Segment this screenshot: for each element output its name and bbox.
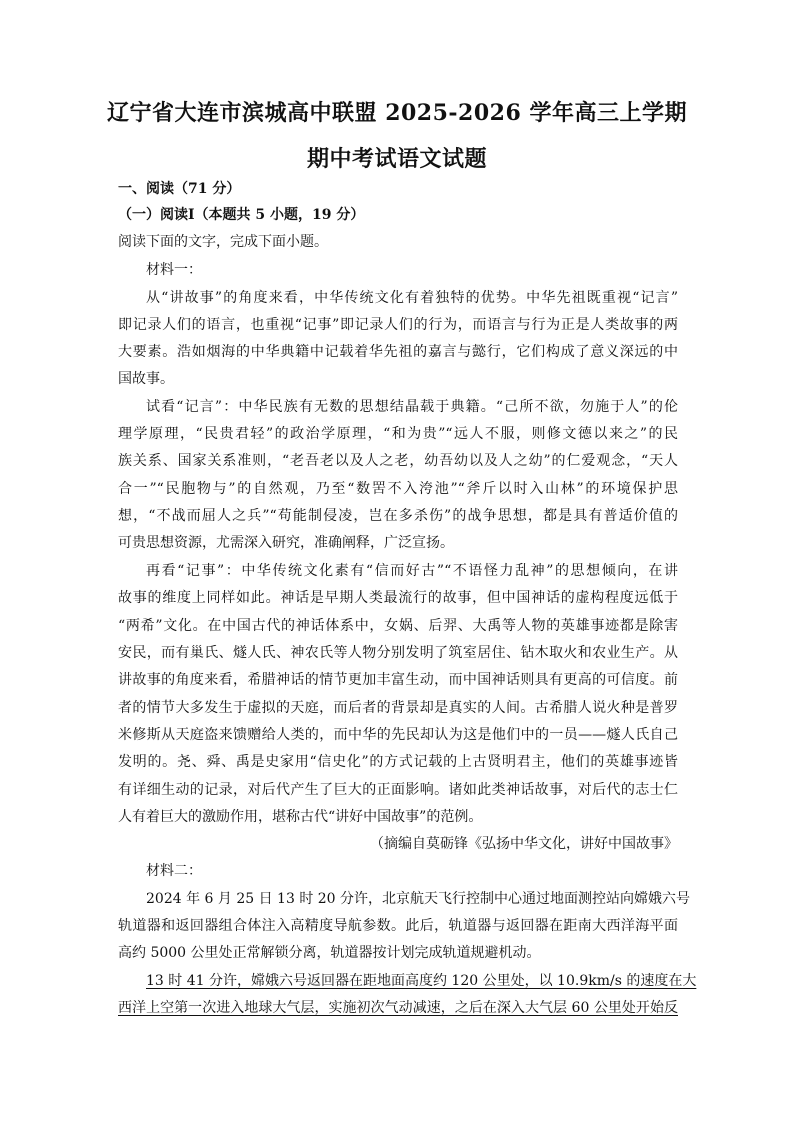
paragraph-2-line: 理学原理，“民贵君轻”的政治学原理，“和为贵”“远人不服，则修文德以来之”的民 — [118, 426, 678, 442]
paragraph-5-line: 西洋上空第一次进入地球大气层，实施初次气动减速，之后在深入大气层 60 公里处开始反 — [118, 1000, 678, 1016]
paragraph-3-line: 米修斯从天庭盗来馈赠给人类的，而中华的先民却认为这是他们中的一员——燧人氏自己 — [118, 727, 678, 743]
paragraph-2-line: 想，“不战而屈人之兵”“苟能制侵凌，岂在多杀伤”的战争思想，都是具有普适价值的 — [118, 508, 678, 524]
paragraph-2-line: 可贵思想资源，尤需深入研究，准确阐释，广泛宣扬。 — [118, 535, 454, 551]
paragraph-1-line: 大要素。浩如烟海的中华典籍中记载着华先祖的嘉言与懿行，它们构成了意义深远的中 — [118, 344, 678, 360]
material-1-label: 材料一： — [146, 262, 202, 278]
doc-title-line1: 辽宁省大连市滨城高中联盟 2025-2026 学年高三上学期 — [107, 100, 687, 126]
source-citation: （摘编自莫砺锋《弘扬中华文化，讲好中国故事》 — [370, 836, 678, 852]
paragraph-3-line: 再看“记事”：中华传统文化素有“信而好古”“不语怪力乱神”的思想倾向，在讲 — [146, 563, 678, 579]
section-heading: 一、阅读（71 分） — [118, 181, 241, 197]
instruction-text: 阅读下面的文字，完成下面小题。 — [118, 234, 328, 250]
paragraph-3-line: 讲故事的角度来看，希腊神话的情节更加丰富生动，而中国神话则具有更高的可信度。前 — [118, 672, 678, 688]
doc-title-line2: 期中考试语文试题 — [306, 146, 487, 172]
paragraph-1-line: 从“讲故事”的角度来看，中华传统文化有着独特的优势。中华先祖既重视“记言” — [146, 290, 678, 306]
paragraph-3-line: 者的情节大多发生于虚拟的天庭，而后者的背景却是真实的人间。古希腊人说火种是普罗 — [118, 700, 678, 716]
paragraph-3-line: 发明的。尧、舜、禹是史家用“信史化”的方式记载的上古贤明君主，他们的英雄事迹皆 — [118, 754, 678, 770]
paragraph-1-line: 国故事。 — [118, 371, 174, 387]
material-2-label: 材料二： — [146, 863, 202, 879]
paragraph-4-line: 2024 年 6 月 25 日 13 时 20 分许，北京航天飞行控制中心通过地面测控站向嫦娥六号 — [146, 891, 691, 907]
paragraph-3-line: “两希”文化。在中国古代的神话体系中，女娲、后羿、大禹等人物的英雄事迹都是除害 — [118, 618, 678, 634]
paragraph-5-line: 13 时 41 分许，嫦娥六号返回器在距地面高度约 120 公里处，以 10.9km/s 的速度在大 — [146, 973, 697, 989]
subsection-heading: （一）阅读Ⅰ（本题共 5 小题，19 分） — [118, 207, 365, 223]
paragraph-3-line: 安民，而有巢氏、燧人氏、神农氏等人物分别发明了筑室居住、钻木取火和农业生产。从 — [118, 645, 678, 661]
paragraph-2-line: 合一”“民胞物与”的自然观，乃至“数罟不入洿池”“斧斤以时入山林”的环境保护思 — [118, 481, 678, 497]
paragraph-3-line: 故事的维度上同样如此。神话是早期人类最流行的故事，但中国神话的虚构程度远低于 — [118, 590, 678, 606]
paragraph-4-line: 高约 5000 公里处正常解锁分离，轨道器按计划完成轨道规避机动。 — [118, 945, 541, 961]
paragraph-2-line: 试看“记言”：中华民族有无数的思想结晶载于典籍。“己所不欲，勿施于人”的伦 — [146, 399, 678, 415]
paragraph-1-line: 即记录人们的语言，也重视“记事”即记录人们的行为，而语言与行为正是人类故事的两 — [118, 317, 678, 333]
paragraph-3-line: 有详细生动的记录，对后代产生了巨大的正面影响。诸如此类神话故事，对后代的志士仁 — [118, 782, 678, 798]
paragraph-3-line: 人有着巨大的激励作用，堪称古代“讲好中国故事”的范例。 — [118, 809, 483, 825]
paragraph-4-line: 轨道器和返回器组合体注入高精度导航参数。此后，轨道器与返回器在距南大西洋海平面 — [118, 918, 678, 934]
paragraph-2-line: 族关系、国家关系准则，“老吾老以及人之老，幼吾幼以及人之幼”的仁爱观念，“天人 — [118, 453, 678, 469]
